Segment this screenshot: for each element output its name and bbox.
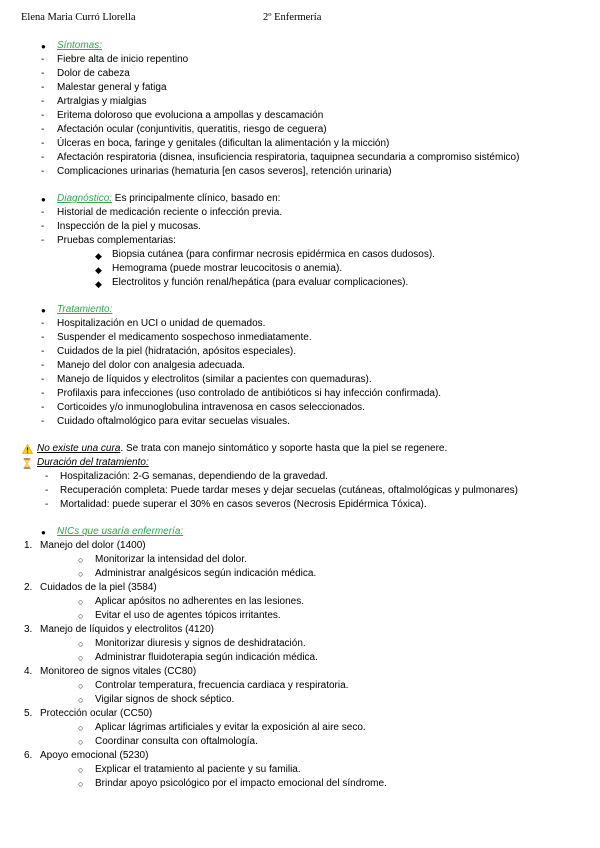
dash-bullet-icon: - <box>41 388 45 399</box>
item-text: Complicaciones urinarias (hematuria [en casos severos], retención urinaria) <box>57 166 392 177</box>
numbered-item <box>21 665 586 679</box>
item-text: Artralgias y mialgias <box>57 96 147 107</box>
item-text: Mortalidad: puede superar el 30% en casos severos (Necrosis Epidérmica Tóxica). <box>60 499 427 510</box>
item-text: Apoyo emocional (5230) <box>40 750 149 761</box>
dash-bullet-icon: - <box>41 68 45 79</box>
bullet-item <box>21 151 586 165</box>
sub-bullet-item <box>21 637 586 651</box>
numbered-item <box>21 749 586 763</box>
bullet-item <box>21 317 586 331</box>
bullet-item <box>21 345 586 359</box>
dash-bullet-icon: - <box>45 499 49 510</box>
dash-bullet-icon: - <box>41 360 45 371</box>
heading-title: NICs que usaría enfermería: <box>57 526 184 537</box>
item-text: Aplicar lágrimas artificiales y evitar la exposición al aire seco. <box>95 722 366 733</box>
note-line <box>21 442 586 456</box>
item-text: Manejo de líquidos y electrolitos (similar a pacientes con quemaduras). <box>57 374 372 385</box>
dash-bullet-icon: - <box>41 166 45 177</box>
item-text: Explicar el tratamiento al paciente y su familia. <box>95 764 301 775</box>
note-lead: No existe una cura <box>37 443 121 454</box>
section-heading <box>21 192 586 206</box>
sub-bullet-item <box>21 595 586 609</box>
sub-bullet-item <box>21 609 586 623</box>
circle-bullet-icon: ○ <box>78 597 84 607</box>
section-gap <box>21 429 586 442</box>
item-text: Biopsia cutánea (para confirmar necrosis epidérmica en casos dudosos). <box>112 249 435 260</box>
bullet-item <box>21 470 586 484</box>
item-text: Profilaxis para infecciones (uso controlado de antibióticos si hay infección confirmada). <box>57 388 442 399</box>
circle-bullet-icon: ○ <box>78 681 84 691</box>
item-text: Protección ocular (CC50) <box>40 708 153 719</box>
item-text: Administrar fluidoterapia según indicación médica. <box>95 652 318 663</box>
bullet-icon: ● <box>41 528 46 537</box>
item-text: Úlceras en boca, faringe y genitales (dificultan la alimentación y la micción) <box>57 138 390 149</box>
sub-bullet-item <box>21 721 586 735</box>
bullet-icon: ● <box>41 42 46 51</box>
dash-bullet-icon: - <box>41 416 45 427</box>
item-text: Aplicar apósitos no adherentes en las lesiones. <box>95 596 305 607</box>
sub-bullet-item <box>21 763 586 777</box>
circle-bullet-icon: ○ <box>78 779 84 789</box>
item-text: Evitar el uso de agentes tópicos irritantes. <box>95 610 281 621</box>
item-text: Inspección de la piel y mucosas. <box>57 221 201 232</box>
bullet-item <box>21 234 586 248</box>
dash-bullet-icon: - <box>41 235 45 246</box>
item-text: Malestar general y fatiga <box>57 82 167 93</box>
diamond-bullet-icon: ◆ <box>95 251 102 261</box>
dash-bullet-icon: - <box>45 471 49 482</box>
list-number: 6. <box>24 750 33 761</box>
sub-bullet-item <box>21 248 586 262</box>
item-text: Afectación respiratoria (disnea, insuficiencia respiratoria, taquipnea secundaria a compromiso sistémico) <box>57 152 520 163</box>
bullet-item <box>21 206 586 220</box>
sub-bullet-item <box>21 693 586 707</box>
heading-title: Diagnóstico: <box>57 193 113 204</box>
bullet-item <box>21 123 586 137</box>
bullet-icon: ● <box>41 306 46 315</box>
item-text: Fiebre alta de inicio repentino <box>57 54 189 65</box>
author-name: Elena Maria Curró Llorella <box>21 12 136 23</box>
list-number: 3. <box>24 624 33 635</box>
circle-bullet-icon: ○ <box>78 723 84 733</box>
circle-bullet-icon: ○ <box>78 765 84 775</box>
item-text: Hospitalización: 2-G semanas, dependiendo de la gravedad. <box>60 471 328 482</box>
item-text: Afectación ocular (conjuntivitis, queratitis, riesgo de ceguera) <box>57 124 327 135</box>
dash-bullet-icon: - <box>41 207 45 218</box>
sub-bullet-item <box>21 276 586 290</box>
bullet-item <box>21 373 586 387</box>
bullet-item <box>21 415 586 429</box>
section-gap <box>21 290 586 303</box>
item-text: Manejo del dolor con analgesia adecuada. <box>57 360 245 371</box>
circle-bullet-icon: ○ <box>78 695 84 705</box>
sub-bullet-item <box>21 679 586 693</box>
list-number: 5. <box>24 708 33 719</box>
dash-bullet-icon: - <box>41 374 45 385</box>
dash-bullet-icon: - <box>45 485 49 496</box>
heading-text: Es principalmente clínico, basado en: <box>112 193 281 204</box>
item-text: Suspender el medicamento sospechoso inmediatamente. <box>57 332 312 343</box>
item-text: Coordinar consulta con oftalmología. <box>95 736 258 747</box>
note-line <box>21 456 586 470</box>
dash-bullet-icon: - <box>41 82 45 93</box>
page-header <box>21 12 586 27</box>
dash-bullet-icon: - <box>41 138 45 149</box>
numbered-item <box>21 539 586 553</box>
numbered-item <box>21 707 586 721</box>
section-heading <box>21 39 586 53</box>
bullet-item <box>21 498 586 512</box>
item-text: Monitoreo de signos vitales (CC80) <box>40 666 197 677</box>
circle-bullet-icon: ○ <box>78 555 84 565</box>
sub-bullet-item <box>21 777 586 791</box>
bullet-item <box>21 81 586 95</box>
item-text: Monitorizar la intensidad del dolor. <box>95 554 247 565</box>
item-text: Eritema doloroso que evoluciona a ampollas y descamación <box>57 110 324 121</box>
bullet-item <box>21 387 586 401</box>
dash-bullet-icon: - <box>41 221 45 232</box>
sub-bullet-item <box>21 567 586 581</box>
section-gap <box>21 512 586 525</box>
item-text: Pruebas complementarias: <box>57 235 176 246</box>
item-text: Brindar apoyo psicológico por el impacto emocional del síndrome. <box>95 778 387 789</box>
dash-bullet-icon: - <box>41 318 45 329</box>
item-text: Controlar temperatura, frecuencia cardiaca y respiratoria. <box>95 680 349 691</box>
bullet-item <box>21 331 586 345</box>
dash-bullet-icon: - <box>41 332 45 343</box>
bullet-item <box>21 484 586 498</box>
bullet-item <box>21 137 586 151</box>
bullet-item <box>21 401 586 415</box>
bullet-item <box>21 359 586 373</box>
item-text: Administrar analgésicos según indicación médica. <box>95 568 317 579</box>
sub-bullet-item <box>21 262 586 276</box>
item-text: Hospitalización en UCI o unidad de quemados. <box>57 318 266 329</box>
dash-bullet-icon: - <box>41 96 45 107</box>
diamond-bullet-icon: ◆ <box>95 265 102 275</box>
circle-bullet-icon: ○ <box>78 639 84 649</box>
bullet-item <box>21 67 586 81</box>
section-gap <box>21 179 586 192</box>
circle-bullet-icon: ○ <box>78 737 84 747</box>
item-text: Hemograma (puede mostrar leucocitosis o anemia). <box>112 263 343 274</box>
bullet-item <box>21 53 586 67</box>
list-number: 2. <box>24 582 33 593</box>
dash-bullet-icon: - <box>41 402 45 413</box>
item-text: Cuidado oftalmológico para evitar secuelas visuales. <box>57 416 290 427</box>
item-text: Recuperación completa: Puede tardar meses y dejar secuelas (cutáneas, oftalmológicas y pulmonares) <box>60 485 519 496</box>
item-text: Electrolitos y función renal/hepática (para evaluar complicaciones). <box>112 277 409 288</box>
dash-bullet-icon: - <box>41 124 45 135</box>
list-number: 4. <box>24 666 33 677</box>
item-text: Monitorizar diuresis y signos de deshidratación. <box>95 638 306 649</box>
list-number: 1. <box>24 540 33 551</box>
dash-bullet-icon: - <box>41 110 45 121</box>
diamond-bullet-icon: ◆ <box>95 279 102 289</box>
item-text: Historial de medicación reciente o infección previa. <box>57 207 283 218</box>
circle-bullet-icon: ○ <box>78 611 84 621</box>
circle-bullet-icon: ○ <box>78 569 84 579</box>
item-text: Vigilar signos de shock séptico. <box>95 694 235 705</box>
dash-bullet-icon: - <box>41 152 45 163</box>
bullet-item <box>21 220 586 234</box>
section-heading <box>21 303 586 317</box>
item-text: Cuidados de la piel (hidratación, apósitos especiales). <box>57 346 297 357</box>
course-label: 2º Enfermería <box>263 12 322 23</box>
sub-bullet-item <box>21 651 586 665</box>
numbered-item <box>21 581 586 595</box>
bullet-item <box>21 165 586 179</box>
section-heading <box>21 525 586 539</box>
bullet-icon: ● <box>41 195 46 204</box>
document-content <box>21 39 586 791</box>
item-text: Cuidados de la piel (3584) <box>40 582 157 593</box>
heading-title: Tratamiento: <box>57 304 113 315</box>
item-text: Manejo de líquidos y electrolitos (4120) <box>40 624 214 635</box>
dash-bullet-icon: - <box>41 54 45 65</box>
circle-bullet-icon: ○ <box>78 653 84 663</box>
bullet-item <box>21 95 586 109</box>
item-text: Dolor de cabeza <box>57 68 130 79</box>
bullet-item <box>21 109 586 123</box>
sub-bullet-item <box>21 735 586 749</box>
item-text: Manejo del dolor (1400) <box>40 540 146 551</box>
dash-bullet-icon: - <box>41 346 45 357</box>
numbered-item <box>21 623 586 637</box>
heading-title: Síntomas: <box>57 40 103 51</box>
item-text: Corticoides y/o inmunoglobulina intravenosa en casos seleccionados. <box>57 402 365 413</box>
note-lead: Duración del tratamiento: <box>37 457 149 468</box>
sub-bullet-item <box>21 553 586 567</box>
note-text: . Se trata con manejo sintomático y soporte hasta que la piel se regenere. <box>120 443 448 454</box>
